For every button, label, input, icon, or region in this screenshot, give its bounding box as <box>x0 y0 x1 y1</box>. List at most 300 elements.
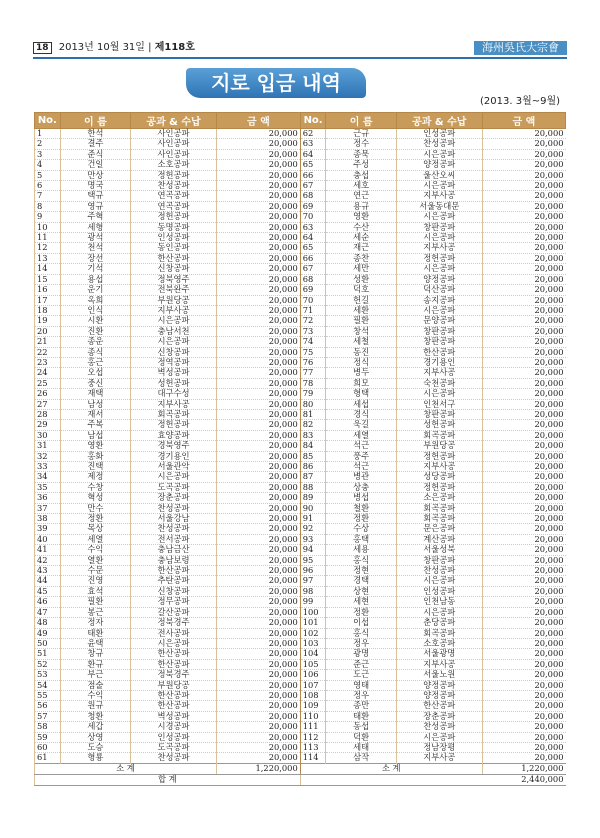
row-name: 윤택 <box>60 638 130 648</box>
page-header: 18 2013년 10월 31일 | 제118호 海州吳氏大宗會 <box>33 41 567 55</box>
row-name: 점술 <box>60 680 130 690</box>
row-name: 희모 <box>326 378 396 388</box>
row-branch: 시은공파 <box>396 212 482 222</box>
row-amount: 20,000 <box>217 638 301 648</box>
row-amount: 20,000 <box>217 326 301 336</box>
row-name: 동섭 <box>326 722 396 732</box>
row-no: 108 <box>300 690 326 700</box>
row-amount: 20,000 <box>482 472 565 482</box>
table-row <box>35 555 566 565</box>
table-row <box>35 274 566 284</box>
table-row <box>35 337 566 347</box>
row-name: 수상 <box>326 524 396 534</box>
row-no: 82 <box>300 420 326 430</box>
row-no: 73 <box>300 326 326 336</box>
row-branch: 창판공파 <box>396 222 482 232</box>
row-no: 90 <box>300 503 326 513</box>
row-amount: 20,000 <box>482 566 565 576</box>
row-branch: 소호공파 <box>396 638 482 648</box>
row-amount: 20,000 <box>482 264 565 274</box>
row-no: 27 <box>35 399 61 409</box>
row-amount: 20,000 <box>217 409 301 419</box>
row-amount: 20,000 <box>217 649 301 659</box>
row-name: 이섭 <box>326 618 396 628</box>
row-name: 성환 <box>326 274 396 284</box>
row-name: 창석 <box>326 326 396 336</box>
row-amount: 20,000 <box>482 368 565 378</box>
row-amount: 20,000 <box>217 628 301 638</box>
row-amount: 20,000 <box>482 628 565 638</box>
row-branch: 회곡공파 <box>396 514 482 524</box>
col-no: No. <box>35 113 61 129</box>
table-row <box>35 576 566 586</box>
row-name: 종운 <box>60 337 130 347</box>
row-name: 남섭 <box>60 430 130 440</box>
row-no: 6 <box>35 181 61 191</box>
row-branch: 지부사공 <box>131 399 217 409</box>
row-no: 29 <box>35 420 61 430</box>
row-branch: 양정공파 <box>396 690 482 700</box>
row-branch: 인성공파 <box>396 129 482 139</box>
table-row <box>35 149 566 159</box>
row-amount: 20,000 <box>217 545 301 555</box>
row-no: 20 <box>35 326 61 336</box>
row-name: 풍주 <box>326 451 396 461</box>
row-branch: 정헌공파 <box>131 212 217 222</box>
row-name: 용규 <box>326 201 396 211</box>
row-no: 72 <box>300 316 326 326</box>
row-branch: 시경공파 <box>131 722 217 732</box>
row-branch: 한산공파 <box>131 659 217 669</box>
row-no: 86 <box>300 462 326 472</box>
row-no: 75 <box>300 347 326 357</box>
row-amount: 20,000 <box>217 482 301 492</box>
row-branch: 숙천공파 <box>396 378 482 388</box>
row-name: 충섭 <box>326 170 396 180</box>
row-branch: 시은공파 <box>396 389 482 399</box>
row-name: 결주 <box>60 139 130 149</box>
row-amount: 20,000 <box>217 441 301 451</box>
row-no: 3 <box>35 149 61 159</box>
table-row <box>35 503 566 513</box>
table-row <box>35 347 566 357</box>
table-row <box>35 472 566 482</box>
row-name: 세철 <box>326 337 396 347</box>
table-row <box>35 295 566 305</box>
row-name: 오섭 <box>60 368 130 378</box>
row-amount: 20,000 <box>482 316 565 326</box>
row-branch: 찬성공파 <box>396 139 482 149</box>
row-branch: 전사공파 <box>131 628 217 638</box>
row-no: 14 <box>35 264 61 274</box>
row-branch: 덕산공파 <box>396 285 482 295</box>
row-no: 58 <box>35 722 61 732</box>
table-row <box>35 378 566 388</box>
row-branch: 소은공파 <box>396 493 482 503</box>
table-row <box>35 368 566 378</box>
row-branch: 장춘공파 <box>396 711 482 721</box>
table-row <box>35 534 566 544</box>
table-row <box>35 753 566 763</box>
col-name: 이 름 <box>60 113 130 129</box>
row-no: 10 <box>35 222 61 232</box>
row-name: 병섭 <box>326 493 396 503</box>
row-branch: 서울광명 <box>396 649 482 659</box>
row-no: 66 <box>300 253 326 263</box>
row-branch: 정북경주 <box>131 618 217 628</box>
row-amount: 20,000 <box>482 690 565 700</box>
row-amount: 20,000 <box>482 274 565 284</box>
row-name: 세형 <box>60 222 130 232</box>
row-no: 63 <box>300 222 326 232</box>
total-row <box>35 774 566 785</box>
row-amount: 20,000 <box>482 253 565 263</box>
row-branch: 부원당공 <box>131 680 217 690</box>
row-branch: 지부사공 <box>396 659 482 669</box>
row-amount: 20,000 <box>217 368 301 378</box>
table-row <box>35 462 566 472</box>
row-branch: 한산공파 <box>396 701 482 711</box>
row-name: 세환 <box>326 305 396 315</box>
row-no: 92 <box>300 524 326 534</box>
row-name: 제정 <box>60 472 130 482</box>
row-branch: 지부사공 <box>396 462 482 472</box>
row-amount: 20,000 <box>217 430 301 440</box>
row-name: 연근 <box>326 191 396 201</box>
row-name: 수산 <box>326 222 396 232</box>
row-no: 65 <box>300 160 326 170</box>
subtotal-label: 소 계 <box>35 763 217 774</box>
row-name: 영환 <box>60 441 130 451</box>
row-branch: 도곡공파 <box>131 742 217 752</box>
row-name: 상영 <box>60 732 130 742</box>
row-no: 80 <box>300 399 326 409</box>
row-amount: 20,000 <box>482 597 565 607</box>
row-branch: 회곡공파 <box>396 628 482 638</box>
row-name: 상충 <box>326 482 396 492</box>
row-name: 종만 <box>326 701 396 711</box>
row-no: 70 <box>300 295 326 305</box>
row-branch: 한산공파 <box>131 566 217 576</box>
row-branch: 추탄공파 <box>131 576 217 586</box>
row-branch: 소호공파 <box>131 160 217 170</box>
row-no: 52 <box>35 659 61 669</box>
row-branch: 시은공파 <box>396 576 482 586</box>
row-no: 9 <box>35 212 61 222</box>
row-branch: 한산공파 <box>396 347 482 357</box>
row-no: 70 <box>300 212 326 222</box>
row-no: 17 <box>35 295 61 305</box>
row-name: 인식 <box>60 305 130 315</box>
row-amount: 20,000 <box>482 285 565 295</box>
deposit-table <box>34 112 566 786</box>
row-name: 영환 <box>326 212 396 222</box>
row-name: 정우 <box>326 690 396 700</box>
row-no: 83 <box>300 430 326 440</box>
table-row <box>35 680 566 690</box>
page-number: 18 <box>33 42 52 54</box>
row-branch: 한산공파 <box>131 649 217 659</box>
row-amount: 20,000 <box>217 389 301 399</box>
row-branch: 지부사공 <box>396 243 482 253</box>
row-name: 정현 <box>326 566 396 576</box>
row-name: 태환 <box>326 711 396 721</box>
row-branch: 인천남동 <box>396 597 482 607</box>
row-name: 주혁 <box>60 212 130 222</box>
row-no: 5 <box>35 170 61 180</box>
row-branch: 창판공파 <box>396 326 482 336</box>
row-amount: 20,000 <box>482 243 565 253</box>
row-no: 45 <box>35 586 61 596</box>
table-row <box>35 160 566 170</box>
row-name: 종찬 <box>326 253 396 263</box>
row-no: 103 <box>300 638 326 648</box>
row-no: 65 <box>300 243 326 253</box>
row-no: 94 <box>300 545 326 555</box>
row-name: 주복 <box>60 420 130 430</box>
row-branch: 양정공파 <box>396 680 482 690</box>
row-no: 49 <box>35 628 61 638</box>
row-amount: 20,000 <box>482 337 565 347</box>
row-amount: 20,000 <box>482 357 565 367</box>
row-no: 18 <box>35 305 61 315</box>
row-name: 세열 <box>60 534 130 544</box>
row-no: 64 <box>300 233 326 243</box>
table-row <box>35 253 566 263</box>
row-amount: 20,000 <box>482 649 565 659</box>
row-name: 정환 <box>326 514 396 524</box>
row-branch: 충남보령 <box>131 555 217 565</box>
row-no: 31 <box>35 441 61 451</box>
row-branch: 정헌공파 <box>396 451 482 461</box>
row-name: 도승 <box>60 742 130 752</box>
row-branch: 시은공파 <box>396 149 482 159</box>
row-name: 덕환 <box>326 732 396 742</box>
row-amount: 20,000 <box>482 680 565 690</box>
row-amount: 20,000 <box>482 576 565 586</box>
table-row <box>35 233 566 243</box>
row-no: 104 <box>300 649 326 659</box>
row-branch: 찬성공파 <box>131 181 217 191</box>
row-name: 열환 <box>60 555 130 565</box>
col-amount: 금 액 <box>482 113 565 129</box>
row-no: 107 <box>300 680 326 690</box>
row-name: 중신 <box>60 378 130 388</box>
row-name: 청환 <box>60 711 130 721</box>
row-amount: 20,000 <box>482 451 565 461</box>
row-branch: 창판공파 <box>396 337 482 347</box>
row-no: 13 <box>35 253 61 263</box>
table-row <box>35 305 566 315</box>
row-name: 철환 <box>326 503 396 513</box>
row-branch: 회곡공파 <box>131 409 217 419</box>
row-name: 세만 <box>326 264 396 274</box>
row-branch: 인천서구 <box>396 399 482 409</box>
row-no: 68 <box>300 274 326 284</box>
table-row <box>35 243 566 253</box>
row-branch: 사인공파 <box>131 149 217 159</box>
row-no: 54 <box>35 680 61 690</box>
row-branch: 신창공파 <box>131 347 217 357</box>
row-amount: 20,000 <box>217 607 301 617</box>
row-amount: 20,000 <box>217 264 301 274</box>
table-row <box>35 659 566 669</box>
row-no: 40 <box>35 534 61 544</box>
row-name: 홍식 <box>326 628 396 638</box>
table-row <box>35 493 566 503</box>
row-name: 필환 <box>326 316 396 326</box>
row-amount: 20,000 <box>217 472 301 482</box>
row-branch: 회곡공파 <box>396 430 482 440</box>
table-row <box>35 170 566 180</box>
row-amount: 20,000 <box>482 586 565 596</box>
row-no: 16 <box>35 285 61 295</box>
row-name: 효석 <box>60 586 130 596</box>
row-amount: 20,000 <box>482 129 565 139</box>
row-amount: 20,000 <box>217 555 301 565</box>
row-no: 2 <box>35 139 61 149</box>
row-no: 68 <box>300 191 326 201</box>
row-amount: 20,000 <box>217 129 301 139</box>
row-amount: 20,000 <box>217 711 301 721</box>
row-branch: 송지공파 <box>396 295 482 305</box>
row-amount: 20,000 <box>482 618 565 628</box>
row-no: 7 <box>35 191 61 201</box>
row-no: 41 <box>35 545 61 555</box>
row-name: 종묵 <box>326 149 396 159</box>
row-no: 102 <box>300 628 326 638</box>
row-amount: 20,000 <box>482 701 565 711</box>
row-no: 22 <box>35 347 61 357</box>
row-amount: 20,000 <box>482 201 565 211</box>
row-branch: 사인공파 <box>131 139 217 149</box>
row-branch: 문은공파 <box>396 524 482 534</box>
row-no: 69 <box>300 201 326 211</box>
row-name: 욱길 <box>326 420 396 430</box>
row-branch: 동인공파 <box>131 243 217 253</box>
row-name: 수익 <box>60 690 130 700</box>
row-name: 세순 <box>326 233 396 243</box>
row-name: 남성 <box>60 399 130 409</box>
row-branch: 갈산공파 <box>131 607 217 617</box>
row-branch: 계산공파 <box>396 534 482 544</box>
row-name: 재택 <box>60 389 130 399</box>
row-name: 환규 <box>60 659 130 669</box>
row-name: 봉근 <box>60 607 130 617</box>
row-amount: 20,000 <box>217 753 301 763</box>
row-branch: 시은공파 <box>396 732 482 742</box>
row-name: 준식 <box>60 149 130 159</box>
row-amount: 20,000 <box>217 670 301 680</box>
row-branch: 사인공파 <box>131 129 217 139</box>
table-row <box>35 409 566 419</box>
row-amount: 20,000 <box>482 607 565 617</box>
row-name: 태환 <box>60 628 130 638</box>
table-row <box>35 597 566 607</box>
row-amount: 20,000 <box>482 420 565 430</box>
row-branch: 연곡공파 <box>131 191 217 201</box>
row-no: 76 <box>300 357 326 367</box>
row-branch: 벽성공파 <box>131 368 217 378</box>
row-no: 67 <box>300 181 326 191</box>
row-name: 옥희 <box>60 295 130 305</box>
table-row <box>35 701 566 711</box>
row-amount: 20,000 <box>217 316 301 326</box>
row-name: 정자 <box>60 618 130 628</box>
row-amount: 20,000 <box>482 722 565 732</box>
row-branch: 경기용인 <box>396 357 482 367</box>
table-row <box>35 316 566 326</box>
row-branch: 벽성공파 <box>131 711 217 721</box>
row-name: 근규 <box>326 129 396 139</box>
row-branch: 서울성북 <box>396 545 482 555</box>
subtotal-right: 1,220,000 <box>482 763 565 774</box>
row-name: 만수 <box>60 503 130 513</box>
table-row <box>35 670 566 680</box>
row-branch: 정헌공파 <box>131 170 217 180</box>
row-name: 재근 <box>326 243 396 253</box>
row-branch: 경북영주 <box>131 441 217 451</box>
row-amount: 20,000 <box>482 295 565 305</box>
row-no: 1 <box>35 129 61 139</box>
row-no: 33 <box>35 462 61 472</box>
row-no: 36 <box>35 493 61 503</box>
row-no: 51 <box>35 649 61 659</box>
row-amount: 20,000 <box>217 253 301 263</box>
row-no: 57 <box>35 711 61 721</box>
row-name: 기석 <box>60 264 130 274</box>
row-name: 광명 <box>326 649 396 659</box>
row-branch: 정역공파 <box>131 357 217 367</box>
row-name: 세갑 <box>60 722 130 732</box>
row-branch: 창판공파 <box>396 409 482 419</box>
row-amount: 20,000 <box>217 420 301 430</box>
row-branch: 도곡공파 <box>131 482 217 492</box>
row-branch: 부원당공 <box>396 441 482 451</box>
row-no: 34 <box>35 472 61 482</box>
row-branch: 경기용인 <box>131 451 217 461</box>
row-branch: 서울노원 <box>396 670 482 680</box>
row-branch: 시은공파 <box>396 264 482 274</box>
row-amount: 20,000 <box>217 680 301 690</box>
row-no: 64 <box>300 149 326 159</box>
row-no: 30 <box>35 430 61 440</box>
row-name: 세현 <box>326 597 396 607</box>
row-no: 47 <box>35 607 61 617</box>
row-amount: 20,000 <box>482 753 565 763</box>
row-branch: 한산공파 <box>131 701 217 711</box>
row-no: 11 <box>35 233 61 243</box>
table-row <box>35 618 566 628</box>
row-branch: 정북경주 <box>131 670 217 680</box>
row-name: 석근 <box>326 441 396 451</box>
row-branch: 서울관악 <box>131 462 217 472</box>
row-branch: 동명공파 <box>131 222 217 232</box>
row-amount: 20,000 <box>217 181 301 191</box>
row-no: 101 <box>300 618 326 628</box>
row-branch: 지부사공 <box>396 191 482 201</box>
row-amount: 20,000 <box>217 597 301 607</box>
row-amount: 20,000 <box>482 347 565 357</box>
row-no: 37 <box>35 503 61 513</box>
col-name: 이 름 <box>326 113 396 129</box>
table-row <box>35 441 566 451</box>
table-row <box>35 482 566 492</box>
row-no: 85 <box>300 451 326 461</box>
row-no: 109 <box>300 701 326 711</box>
col-branch: 공과 & 수납 <box>131 113 217 129</box>
row-name: 명국 <box>60 181 130 191</box>
